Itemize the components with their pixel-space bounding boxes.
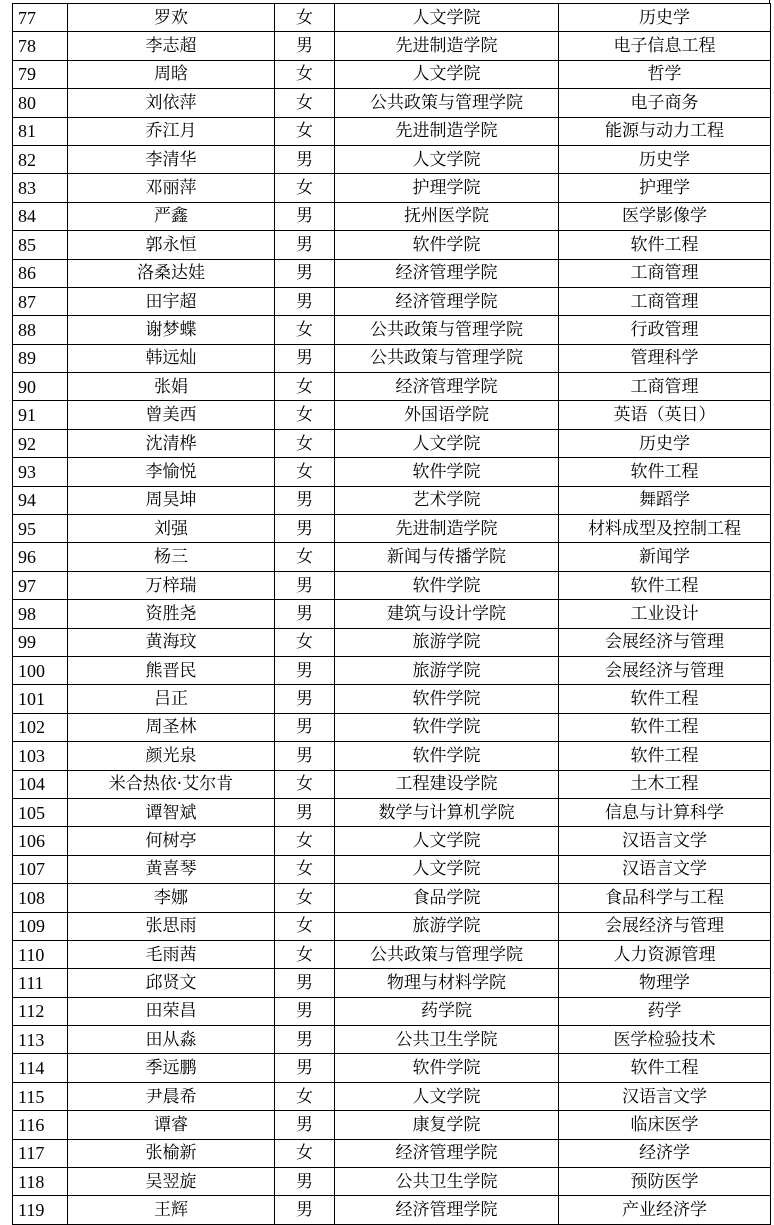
gender-cell: 女	[275, 770, 335, 798]
college-cell: 物理与材料学院	[335, 969, 559, 997]
row-number-cell: 88	[13, 316, 68, 344]
student-roster-body	[13, 4, 771, 1225]
row-number-cell: 77	[13, 4, 68, 32]
table-row	[13, 401, 771, 429]
major-cell: 电子商务	[559, 89, 771, 117]
college-cell: 新闻与传播学院	[335, 543, 559, 571]
student-name-cell: 李愉悦	[68, 458, 275, 486]
gender-cell: 男	[275, 344, 335, 372]
student-name-cell: 张娟	[68, 373, 275, 401]
college-cell: 经济管理学院	[335, 1196, 559, 1224]
table-row	[13, 259, 771, 287]
table-row	[13, 997, 771, 1025]
student-roster-table	[12, 3, 771, 1225]
student-name-cell: 沈清桦	[68, 429, 275, 457]
row-number-cell: 114	[13, 1054, 68, 1082]
student-name-cell: 王辉	[68, 1196, 275, 1224]
student-name-cell: 吴翌旋	[68, 1168, 275, 1196]
table-row	[13, 344, 771, 372]
table-row	[13, 1082, 771, 1110]
major-cell: 食品科学与工程	[559, 884, 771, 912]
student-name-cell: 邓丽萍	[68, 174, 275, 202]
student-name-cell: 洛桑达娃	[68, 259, 275, 287]
student-name-cell: 万梓瑞	[68, 571, 275, 599]
row-number-cell: 97	[13, 571, 68, 599]
table-row	[13, 571, 771, 599]
row-number-cell: 80	[13, 89, 68, 117]
student-name-cell: 黄海玟	[68, 628, 275, 656]
row-number-cell: 87	[13, 287, 68, 315]
gender-cell: 男	[275, 287, 335, 315]
table-row	[13, 713, 771, 741]
student-name-cell: 周圣林	[68, 713, 275, 741]
student-name-cell: 李志超	[68, 32, 275, 60]
college-cell: 人文学院	[335, 60, 559, 88]
table-row	[13, 231, 771, 259]
row-number-cell: 105	[13, 798, 68, 826]
row-number-cell: 116	[13, 1111, 68, 1139]
major-cell: 工商管理	[559, 287, 771, 315]
major-cell: 工业设计	[559, 600, 771, 628]
college-cell: 工程建设学院	[335, 770, 559, 798]
table-row	[13, 117, 771, 145]
college-cell: 数学与计算机学院	[335, 798, 559, 826]
college-cell: 公共卫生学院	[335, 1168, 559, 1196]
row-number-cell: 119	[13, 1196, 68, 1224]
table-row	[13, 1054, 771, 1082]
gender-cell: 男	[275, 32, 335, 60]
row-number-cell: 108	[13, 884, 68, 912]
table-row	[13, 202, 771, 230]
row-number-cell: 113	[13, 1026, 68, 1054]
college-cell: 软件学院	[335, 742, 559, 770]
gender-cell: 男	[275, 969, 335, 997]
gender-cell: 男	[275, 145, 335, 173]
student-name-cell: 罗欢	[68, 4, 275, 32]
table-row	[13, 60, 771, 88]
student-name-cell: 曾美西	[68, 401, 275, 429]
gender-cell: 女	[275, 543, 335, 571]
table-row	[13, 770, 771, 798]
table-row	[13, 316, 771, 344]
college-cell: 护理学院	[335, 174, 559, 202]
college-cell: 人文学院	[335, 1082, 559, 1110]
gender-cell: 女	[275, 458, 335, 486]
college-cell: 食品学院	[335, 884, 559, 912]
college-cell: 人文学院	[335, 145, 559, 173]
gender-cell: 女	[275, 628, 335, 656]
major-cell: 哲学	[559, 60, 771, 88]
row-number-cell: 103	[13, 742, 68, 770]
student-name-cell: 郭永恒	[68, 231, 275, 259]
table-row	[13, 458, 771, 486]
major-cell: 产业经济学	[559, 1196, 771, 1224]
student-name-cell: 田荣昌	[68, 997, 275, 1025]
college-cell: 人文学院	[335, 4, 559, 32]
major-cell: 行政管理	[559, 316, 771, 344]
table-row	[13, 89, 771, 117]
student-name-cell: 严鑫	[68, 202, 275, 230]
row-number-cell: 112	[13, 997, 68, 1025]
student-name-cell: 乔江月	[68, 117, 275, 145]
student-name-cell: 刘依萍	[68, 89, 275, 117]
major-cell: 历史学	[559, 429, 771, 457]
gender-cell: 男	[275, 656, 335, 684]
gender-cell: 男	[275, 1111, 335, 1139]
student-name-cell: 谭智斌	[68, 798, 275, 826]
major-cell: 舞蹈学	[559, 486, 771, 514]
table-row	[13, 373, 771, 401]
student-name-cell: 吕正	[68, 685, 275, 713]
table-row	[13, 486, 771, 514]
gender-cell: 女	[275, 401, 335, 429]
college-cell: 抚州医学院	[335, 202, 559, 230]
major-cell: 汉语言文学	[559, 1082, 771, 1110]
row-number-cell: 82	[13, 145, 68, 173]
table-row	[13, 1026, 771, 1054]
college-cell: 公共政策与管理学院	[335, 89, 559, 117]
student-name-cell: 资胜尧	[68, 600, 275, 628]
row-number-cell: 99	[13, 628, 68, 656]
major-cell: 会展经济与管理	[559, 656, 771, 684]
table-row	[13, 855, 771, 883]
student-name-cell: 尹晨希	[68, 1082, 275, 1110]
student-name-cell: 田宇超	[68, 287, 275, 315]
major-cell: 物理学	[559, 969, 771, 997]
table-row	[13, 685, 771, 713]
major-cell: 电子信息工程	[559, 32, 771, 60]
row-number-cell: 91	[13, 401, 68, 429]
gender-cell: 男	[275, 486, 335, 514]
college-cell: 软件学院	[335, 685, 559, 713]
college-cell: 艺术学院	[335, 486, 559, 514]
table-row	[13, 515, 771, 543]
table-row	[13, 827, 771, 855]
major-cell: 软件工程	[559, 713, 771, 741]
major-cell: 软件工程	[559, 571, 771, 599]
major-cell: 工商管理	[559, 373, 771, 401]
gender-cell: 女	[275, 174, 335, 202]
college-cell: 软件学院	[335, 571, 559, 599]
student-name-cell: 李娜	[68, 884, 275, 912]
gender-cell: 男	[275, 685, 335, 713]
gender-cell: 女	[275, 827, 335, 855]
student-name-cell: 刘强	[68, 515, 275, 543]
row-number-cell: 115	[13, 1082, 68, 1110]
gender-cell: 男	[275, 798, 335, 826]
row-number-cell: 117	[13, 1139, 68, 1167]
major-cell: 工商管理	[559, 259, 771, 287]
student-name-cell: 熊晋民	[68, 656, 275, 684]
college-cell: 软件学院	[335, 458, 559, 486]
row-number-cell: 85	[13, 231, 68, 259]
college-cell: 旅游学院	[335, 628, 559, 656]
gender-cell: 女	[275, 4, 335, 32]
gender-cell: 男	[275, 742, 335, 770]
row-number-cell: 109	[13, 912, 68, 940]
row-number-cell: 81	[13, 117, 68, 145]
college-cell: 人文学院	[335, 855, 559, 883]
college-cell: 经济管理学院	[335, 259, 559, 287]
table-row	[13, 1168, 771, 1196]
major-cell: 软件工程	[559, 685, 771, 713]
table-row	[13, 742, 771, 770]
row-number-cell: 95	[13, 515, 68, 543]
table-row	[13, 1111, 771, 1139]
row-number-cell: 94	[13, 486, 68, 514]
major-cell: 历史学	[559, 4, 771, 32]
table-row	[13, 1139, 771, 1167]
college-cell: 康复学院	[335, 1111, 559, 1139]
college-cell: 公共卫生学院	[335, 1026, 559, 1054]
table-row	[13, 543, 771, 571]
row-number-cell: 90	[13, 373, 68, 401]
row-number-cell: 78	[13, 32, 68, 60]
row-number-cell: 102	[13, 713, 68, 741]
major-cell: 医学检验技术	[559, 1026, 771, 1054]
college-cell: 建筑与设计学院	[335, 600, 559, 628]
row-number-cell: 79	[13, 60, 68, 88]
gender-cell: 女	[275, 1082, 335, 1110]
college-cell: 旅游学院	[335, 912, 559, 940]
student-name-cell: 米合热依·艾尔肯	[68, 770, 275, 798]
row-number-cell: 100	[13, 656, 68, 684]
gender-cell: 男	[275, 515, 335, 543]
row-number-cell: 83	[13, 174, 68, 202]
college-cell: 人文学院	[335, 827, 559, 855]
major-cell: 会展经济与管理	[559, 628, 771, 656]
row-number-cell: 89	[13, 344, 68, 372]
row-number-cell: 111	[13, 969, 68, 997]
college-cell: 公共政策与管理学院	[335, 344, 559, 372]
college-cell: 外国语学院	[335, 401, 559, 429]
college-cell: 公共政策与管理学院	[335, 316, 559, 344]
row-number-cell: 118	[13, 1168, 68, 1196]
gender-cell: 男	[275, 1196, 335, 1224]
row-number-cell: 84	[13, 202, 68, 230]
student-name-cell: 毛雨茜	[68, 940, 275, 968]
student-name-cell: 周昊坤	[68, 486, 275, 514]
row-number-cell: 110	[13, 940, 68, 968]
student-name-cell: 颜光泉	[68, 742, 275, 770]
major-cell: 英语（英日）	[559, 401, 771, 429]
major-cell: 管理科学	[559, 344, 771, 372]
gender-cell: 女	[275, 940, 335, 968]
college-cell: 先进制造学院	[335, 117, 559, 145]
gender-cell: 男	[275, 571, 335, 599]
student-name-cell: 周晗	[68, 60, 275, 88]
gender-cell: 女	[275, 1139, 335, 1167]
college-cell: 经济管理学院	[335, 1139, 559, 1167]
major-cell: 经济学	[559, 1139, 771, 1167]
gender-cell: 女	[275, 429, 335, 457]
gender-cell: 男	[275, 202, 335, 230]
major-cell: 软件工程	[559, 458, 771, 486]
table-row	[13, 912, 771, 940]
table-row	[13, 600, 771, 628]
table-row	[13, 884, 771, 912]
major-cell: 医学影像学	[559, 202, 771, 230]
college-cell: 先进制造学院	[335, 32, 559, 60]
table-row	[13, 940, 771, 968]
major-cell: 汉语言文学	[559, 827, 771, 855]
table-row	[13, 798, 771, 826]
table-row	[13, 969, 771, 997]
student-name-cell: 季远鹏	[68, 1054, 275, 1082]
student-name-cell: 韩远灿	[68, 344, 275, 372]
college-cell: 软件学院	[335, 1054, 559, 1082]
major-cell: 临床医学	[559, 1111, 771, 1139]
table-row	[13, 1196, 771, 1224]
college-cell: 经济管理学院	[335, 373, 559, 401]
row-number-cell: 98	[13, 600, 68, 628]
gender-cell: 男	[275, 231, 335, 259]
gender-cell: 女	[275, 60, 335, 88]
major-cell: 预防医学	[559, 1168, 771, 1196]
gender-cell: 男	[275, 1054, 335, 1082]
row-number-cell: 106	[13, 827, 68, 855]
row-number-cell: 92	[13, 429, 68, 457]
gender-cell: 女	[275, 373, 335, 401]
row-number-cell: 107	[13, 855, 68, 883]
row-number-cell: 104	[13, 770, 68, 798]
college-cell: 公共政策与管理学院	[335, 940, 559, 968]
college-cell: 软件学院	[335, 231, 559, 259]
college-cell: 经济管理学院	[335, 287, 559, 315]
major-cell: 新闻学	[559, 543, 771, 571]
major-cell: 信息与计算科学	[559, 798, 771, 826]
student-name-cell: 李清华	[68, 145, 275, 173]
college-cell: 先进制造学院	[335, 515, 559, 543]
gender-cell: 男	[275, 713, 335, 741]
major-cell: 会展经济与管理	[559, 912, 771, 940]
major-cell: 软件工程	[559, 1054, 771, 1082]
gender-cell: 男	[275, 997, 335, 1025]
major-cell: 能源与动力工程	[559, 117, 771, 145]
table-row	[13, 628, 771, 656]
gender-cell: 女	[275, 316, 335, 344]
college-cell: 人文学院	[335, 429, 559, 457]
gender-cell: 男	[275, 259, 335, 287]
major-cell: 护理学	[559, 174, 771, 202]
major-cell: 材料成型及控制工程	[559, 515, 771, 543]
student-name-cell: 黄喜琴	[68, 855, 275, 883]
student-name-cell: 张思雨	[68, 912, 275, 940]
student-name-cell: 张榆新	[68, 1139, 275, 1167]
college-cell: 软件学院	[335, 713, 559, 741]
major-cell: 历史学	[559, 145, 771, 173]
gender-cell: 女	[275, 89, 335, 117]
gender-cell: 男	[275, 1026, 335, 1054]
student-name-cell: 杨三	[68, 543, 275, 571]
student-name-cell: 田从淼	[68, 1026, 275, 1054]
student-name-cell: 何树亭	[68, 827, 275, 855]
row-number-cell: 86	[13, 259, 68, 287]
gender-cell: 女	[275, 884, 335, 912]
gender-cell: 女	[275, 855, 335, 883]
major-cell: 人力资源管理	[559, 940, 771, 968]
gender-cell: 女	[275, 117, 335, 145]
row-number-cell: 93	[13, 458, 68, 486]
major-cell: 土木工程	[559, 770, 771, 798]
college-cell: 旅游学院	[335, 656, 559, 684]
gender-cell: 女	[275, 912, 335, 940]
table-row	[13, 656, 771, 684]
major-cell: 汉语言文学	[559, 855, 771, 883]
table-row	[13, 287, 771, 315]
table-row	[13, 174, 771, 202]
gender-cell: 男	[275, 600, 335, 628]
table-row	[13, 429, 771, 457]
student-name-cell: 邱贤文	[68, 969, 275, 997]
row-number-cell: 96	[13, 543, 68, 571]
major-cell: 软件工程	[559, 742, 771, 770]
student-name-cell: 谢梦蝶	[68, 316, 275, 344]
row-number-cell: 101	[13, 685, 68, 713]
gender-cell: 男	[275, 1168, 335, 1196]
table-row	[13, 32, 771, 60]
student-name-cell: 谭睿	[68, 1111, 275, 1139]
table-row	[13, 145, 771, 173]
college-cell: 药学院	[335, 997, 559, 1025]
major-cell: 药学	[559, 997, 771, 1025]
table-row	[13, 4, 771, 32]
major-cell: 软件工程	[559, 231, 771, 259]
